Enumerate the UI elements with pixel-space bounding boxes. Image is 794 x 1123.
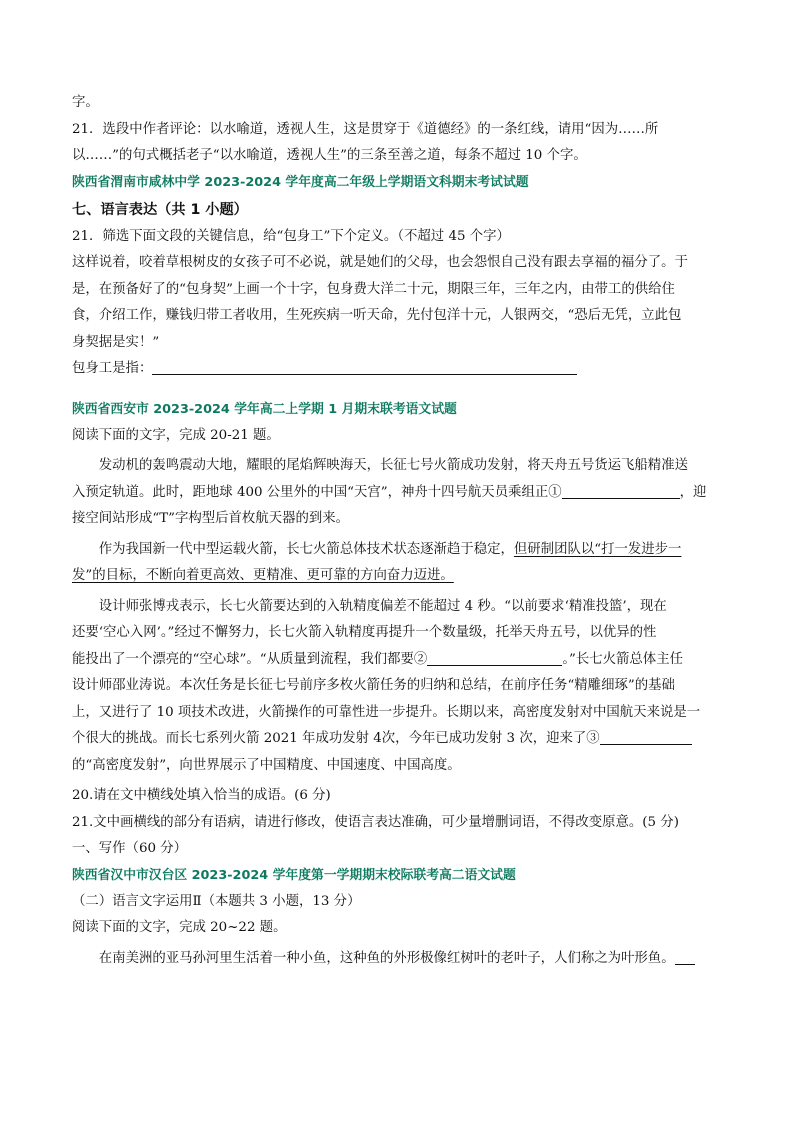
top-fragment: 字。 xyxy=(72,95,99,110)
p3-line2: 还要‘空心入网’。”经过不懈努力，长七火箭入轨精度再提升一个数量级，托举天舟五号，以优异的性 xyxy=(72,625,657,640)
p3-line3 xyxy=(72,647,724,674)
p2-line1-text: 作为我国新一代中型运载火箭，长七火箭总体技术状态逐渐趋于稳定， xyxy=(98,541,514,557)
p3-line6-text: 个很大的挑战。而长七系列火箭 2021 年成功发射 4次，今年已成功发射 3 次，迎来了③ xyxy=(72,731,600,746)
answer-blank[interactable] xyxy=(152,358,577,375)
document-content xyxy=(72,90,724,972)
p2-line1 xyxy=(72,537,724,564)
leaf-fish-text: 在南美洲的亚马孙河里生活着一种小鱼，这种鱼的外形极像红树叶的老叶子，人们称之为叶形鱼。 xyxy=(98,950,675,966)
passage-line-3: 食，介绍工作，赚钱归带工者收用，生死疾病一听天命，先付包洋十元，人银两交，“恐后无凭，立此包 xyxy=(72,308,682,323)
answer-label: 包身工是指： xyxy=(72,361,153,376)
paragraph-designer xyxy=(72,594,724,780)
p3-line6 xyxy=(72,726,724,753)
p1-line2 xyxy=(72,480,724,507)
p3-line7: 的“高密度发射”，向世界展示了中国精度、中国速度、中国高度。 xyxy=(72,757,461,773)
prev-question-21-line2: 以……”的句式概括老子“以水喻道，透视人生”的三条至善之道，每条不超过 10 个字。 xyxy=(72,148,587,163)
subsection-language-use: （二）语言文字运用Ⅱ（本题共 3 小题，13 分） xyxy=(72,893,361,909)
p1-line2-text: 入预定轨道。此时，距地球 400 公里外的中国“天宫”，神舟十四号航天员乘组正① xyxy=(72,484,562,500)
p2-underlined-part1: 但研制团队以“打一发进步一 xyxy=(513,541,682,557)
question-21-definition: 21．筛选下面文段的关键信息，给“包身工”下个定义。（不超过 45 个字） xyxy=(72,228,510,244)
paragraph-rocket xyxy=(72,537,724,590)
source-title-weinan: 陕西省渭南市咸林中学 2023-2024 学年度高二年级上学期语文科期末考试试题 xyxy=(72,174,529,190)
prev-question-21-line1: 21．选段中作者评论：以水喻道，透视人生，这是贯穿于《道德经》的一条红线，请用“因为……所 xyxy=(72,121,659,137)
p1-line1: 发动机的轰鸣震动大地，耀眼的尾焰辉映海天，长征七号火箭成功发射，将天舟五号货运飞船精准送 xyxy=(98,458,688,473)
section-heading-language-expression: 七、语言表达（共 1 小题） xyxy=(72,201,248,218)
p1-line3: 接空间站形成“T”字构型后首枚航天器的到来。 xyxy=(72,511,350,526)
p2-underlined-part2: 发”的目标，不断向着更高效、更精准、更可靠的方向奋力迈进。 xyxy=(72,568,454,583)
writing-section: 一、写作（60 分） xyxy=(72,841,188,856)
paragraph-leaf-fish xyxy=(72,946,724,973)
passage-line-1: 这样说着，咬着草根树皮的女孩子可不必说，就是她们的父母，也会怨恨自己没有跟去享福的福分了。于 xyxy=(72,255,688,270)
passage-line-2: 是，在预备好了的“包身契”上画一个十字，包身费大洋二十元，期限三年，三年之内，由带工的供给住 xyxy=(72,281,675,297)
source-title-hanzhong: 陕西省汉中市汉台区 2023-2024 学年度第一学期期末校际联考高二语文试题 xyxy=(72,867,516,883)
section-gap xyxy=(72,383,724,397)
blank-3[interactable] xyxy=(600,728,692,745)
passage-line-4: 身契据是实！” xyxy=(72,334,160,350)
paragraph-launch xyxy=(72,453,724,533)
p3-line3-tail: 。”长七火箭总体主任 xyxy=(562,651,683,667)
blank-1[interactable] xyxy=(562,482,680,499)
reading-intro-20-22: 阅读下面的文字，完成 20~22 题。 xyxy=(72,920,287,935)
p2-line2 xyxy=(72,563,724,590)
question-20: 20.请在文中横线处填入恰当的成语。(6 分) xyxy=(72,788,331,803)
source-title-xian: 陕西省西安市 2023-2024 学年高二上学期 1 月期末联考语文试题 xyxy=(72,401,457,417)
blank-leaf-fish[interactable] xyxy=(675,948,695,965)
answer-line xyxy=(72,356,724,383)
blank-2[interactable] xyxy=(427,649,562,666)
question-21: 21.文中画横线的部分有语病，请进行修改，使语言表达准确，可少量增删词语，不得改变原意。(5 分) xyxy=(72,814,679,830)
p3-line5: 上，又进行了 10 项技术改进，火箭操作的可靠性进一步提升。长期以来，高密度发射对中国航天来说是一 xyxy=(72,704,701,720)
p3-line3-text: 能投出了一个漂亮的“空心球”。“从质量到流程，我们都要② xyxy=(72,651,428,667)
p3-line4: 设计师邵业涛说。本次任务是长征七号前序多枚火箭任务的归纳和总结，在前序任务“精雕细琢”的基础 xyxy=(72,678,675,693)
p3-line1: 设计师张博戎表示，长七火箭要达到的入轨精度偏差不能超过 4 秒。“以前要求‘精准投篮’，现在 xyxy=(98,598,667,614)
reading-intro-20-21: 阅读下面的文字，完成 20-21 题。 xyxy=(72,427,280,443)
p1-line2-tail: ，迎 xyxy=(679,484,707,500)
